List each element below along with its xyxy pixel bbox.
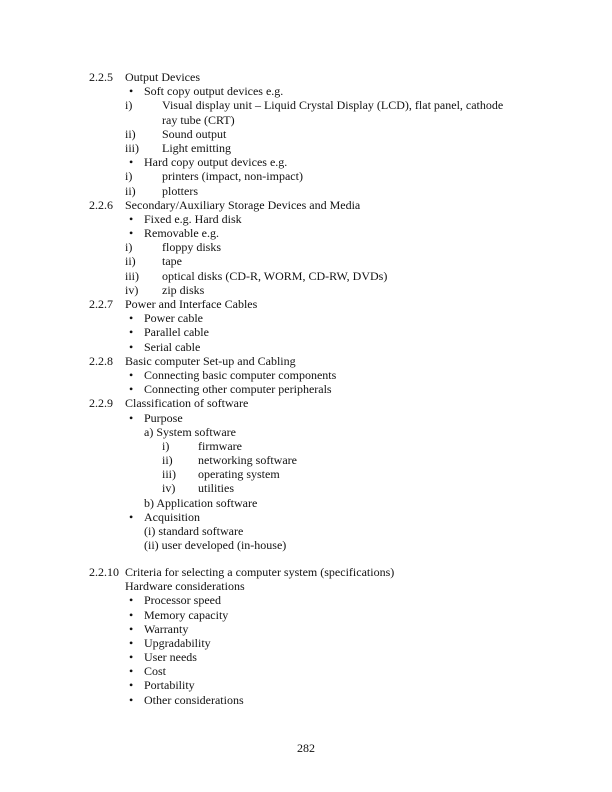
numbered-item [0,141,612,155]
bullet-item [0,510,612,524]
bullet-text: Connecting basic computer components [144,367,337,382]
sub-item [0,425,612,439]
bullet-item [0,411,612,425]
bullet-text: Memory capacity [144,607,229,622]
sub-item [0,538,612,552]
bullet-text: Soft copy output devices e.g. [144,84,284,99]
section-title: Power and Interface Cables [125,297,258,311]
bullet-icon: • [129,211,134,226]
numbered-item [0,169,612,183]
bullet-item [0,212,612,226]
bullet-icon: • [129,692,134,707]
section-title: Output Devices [125,70,200,84]
section-number: 2.2.10 [89,564,119,579]
item-text: networking software [198,453,297,468]
section-heading [0,396,612,410]
bullet-item [0,678,612,692]
item-text: Visual display unit – Liquid Crystal Display (LCD), flat panel, cathode [162,98,504,113]
subheading-text: Hardware considerations [125,579,245,594]
item-label: ii) [162,453,173,468]
bullet-icon: • [129,382,134,397]
item-continuation [0,113,612,127]
section-title: Classification of software [125,396,249,411]
item-text: plotters [162,183,198,198]
bullet-icon: • [129,339,134,354]
bullet-item [0,311,612,325]
bullet-item [0,226,612,240]
item-text: zip disks [162,282,205,297]
item-label: iii) [125,140,139,155]
blank-line [0,552,612,565]
bullet-text: Other considerations [144,692,244,707]
bullet-item [0,382,612,396]
bullet-text: Portability [144,678,195,693]
bullet-icon: • [129,226,134,241]
section-heading [0,354,612,368]
bullet-icon: • [129,650,134,665]
bullet-text: Parallel cable [144,325,209,340]
bullet-item [0,368,612,382]
section-number: 2.2.7 [89,297,113,311]
item-label: iii) [162,467,176,482]
item-text: operating system [198,467,280,482]
nested-numbered-item [0,467,612,481]
item-label: ii) [125,126,136,141]
section-heading [0,70,612,84]
bullet-text: Warranty [144,621,189,636]
bullet-text: Fixed e.g. Hard disk [144,211,242,226]
bullet-text: Cost [144,664,167,679]
numbered-item [0,127,612,141]
bullet-item [0,325,612,339]
section-number: 2.2.6 [89,197,113,212]
bullet-text: Power cable [144,311,203,326]
bullet-item [0,155,612,169]
section-number: 2.2.9 [89,396,113,411]
bullet-text: User needs [144,650,197,665]
document-body [0,70,612,707]
sub-item-text: (ii) user developed (in-house) [144,538,287,553]
numbered-item [0,254,612,268]
section-heading [0,297,612,311]
bullet-icon: • [129,311,134,326]
section-title: Secondary/Auxiliary Storage Devices and Media [125,197,361,212]
item-text: ray tube (CRT) [162,112,235,127]
section-title: Basic computer Set-up and Cabling [125,353,296,368]
nested-numbered-item [0,481,612,495]
sub-item [0,524,612,538]
bullet-text: Upgradability [144,635,211,650]
bullet-item [0,636,612,650]
bullet-item [0,693,612,707]
bullet-item [0,593,612,607]
bullet-icon: • [129,84,134,99]
bullet-icon: • [129,155,134,170]
bullet-icon: • [129,621,134,636]
section-heading [0,565,612,579]
item-text: printers (impact, non-impact) [162,169,303,184]
sub-item-text: a) System software [144,424,236,439]
bullet-icon: • [129,593,134,608]
page-number: 282 [297,741,315,755]
item-label: i) [162,438,170,453]
item-label: i) [125,169,133,184]
bullet-icon: • [129,607,134,622]
sub-item-text: (i) standard software [144,524,244,538]
bullet-item [0,340,612,354]
bullet-text: Acquisition [144,509,200,524]
bullet-text: Connecting other computer peripherals [144,382,332,397]
bullet-item [0,622,612,636]
item-text: floppy disks [162,240,222,255]
item-text: Light emitting [162,140,231,155]
bullet-item [0,664,612,678]
bullet-icon: • [129,367,134,382]
item-label: i) [125,98,133,113]
item-label: iii) [125,268,139,283]
bullet-text: Purpose [144,410,183,425]
bullet-icon: • [129,678,134,693]
bullet-icon: • [129,664,134,679]
nested-numbered-item [0,453,612,467]
bullet-icon: • [129,509,134,524]
section-number: 2.2.8 [89,353,113,368]
item-text: tape [162,254,182,269]
nested-numbered-item [0,439,612,453]
subheading [0,579,612,593]
bullet-text: Hard copy output devices e.g. [144,155,288,170]
bullet-item [0,608,612,622]
bullet-text: Removable e.g. [144,226,219,241]
section-heading [0,198,612,212]
numbered-item [0,269,612,283]
item-label: i) [125,240,133,255]
item-label: iv) [125,282,139,297]
item-label: iv) [162,481,176,496]
numbered-item [0,98,612,112]
sub-item-text: b) Application software [144,495,258,510]
numbered-item [0,283,612,297]
item-label: ii) [125,183,136,198]
section-number: 2.2.5 [89,70,113,84]
bullet-text: Serial cable [144,339,201,354]
item-text: firmware [198,438,242,453]
bullet-item [0,650,612,664]
numbered-item [0,184,612,198]
item-label: ii) [125,254,136,269]
bullet-item [0,84,612,98]
numbered-item [0,240,612,254]
item-text: Sound output [162,126,227,141]
item-text: utilities [198,481,234,496]
section-title: Criteria for selecting a computer system (specifications) [125,564,395,579]
bullet-text: Processor speed [144,593,221,608]
item-text: optical disks (CD-R, WORM, CD-RW, DVDs) [162,268,388,283]
bullet-icon: • [129,410,134,425]
bullet-icon: • [129,325,134,340]
bullet-icon: • [129,635,134,650]
sub-item [0,496,612,510]
